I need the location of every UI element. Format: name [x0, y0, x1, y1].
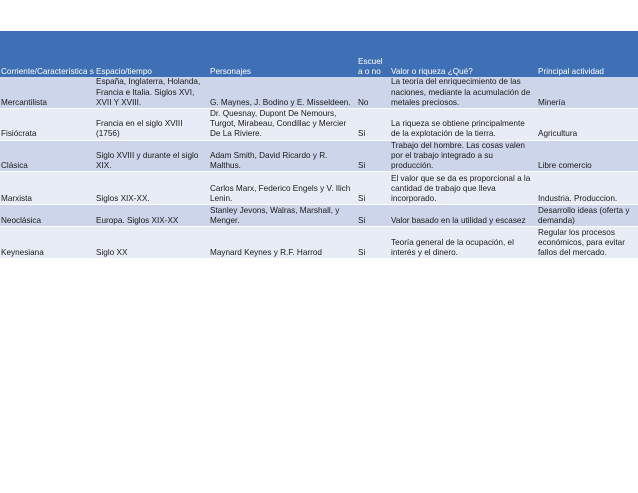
cell-personajes: Adam Smith, David Ricardo y R. Malthus. [209, 140, 357, 172]
cell-escuela: Si [357, 172, 390, 205]
cell-actividad: Libre comercio [537, 140, 638, 172]
cell-espacio: Siglo XX [95, 227, 209, 259]
header-corriente: Corriente/Característica s [0, 31, 95, 77]
cell-personajes: Maynard Keynes y R.F. Harrod [209, 227, 357, 259]
header-personajes: Personajes [209, 31, 357, 77]
cell-espacio: Francia en el siglo XVIII (1756) [95, 109, 209, 141]
table-row [0, 77, 638, 109]
cell-valor: El valor que se da es proporcional a la cantidad de trabajo que lleva incorporado. [390, 172, 537, 205]
cell-personajes: G. Maynes, J. Bodino y E. Misseldeen. [209, 77, 357, 109]
cell-escuela: Si [357, 140, 390, 172]
cell-escuela: No [357, 77, 390, 109]
cell-actividad: Minería [537, 77, 638, 109]
cell-espacio: Siglos XIX-XX. [95, 172, 209, 205]
cell-valor: Valor basado en la utilidad y escasez [390, 205, 537, 227]
cell-corriente: Keynesiana [0, 227, 95, 259]
header-espacio: Espacio/tiempo [95, 31, 209, 77]
cell-espacio: Siglo XVIII y durante el siglo XIX. [95, 140, 209, 172]
table-row [0, 140, 638, 172]
table-row [0, 172, 638, 205]
header-actividad: Principal actividad [537, 31, 638, 77]
cell-corriente: Clásica [0, 140, 95, 172]
cell-espacio: Europa. Siglos XIX-XX [95, 205, 209, 227]
cell-actividad: Industria. Produccion. [537, 172, 638, 205]
corrientes-table [0, 31, 638, 259]
cell-valor: La teoría del enriquecimiento de las naciones, mediante la acumulación de metales preciosos. [390, 77, 537, 109]
cell-escuela: Si [357, 109, 390, 141]
cell-corriente: Fisiócrata [0, 109, 95, 141]
header-escuela: Escuel a o no [357, 31, 390, 77]
cell-corriente: Mercantilista [0, 77, 95, 109]
table-row [0, 109, 638, 141]
cell-personajes: Dr. Quesnay, Dupont De Nemours, Turgot, Mirabeau, Condillac y Mercier De La Riviere. [209, 109, 357, 141]
header-valor: Valor o riqueza ¿Qué? [390, 31, 537, 77]
cell-actividad: Desarrollo ideas (oferta y demanda) [537, 205, 638, 227]
table-row [0, 205, 638, 227]
header-row [0, 31, 638, 77]
cell-corriente: Marxista [0, 172, 95, 205]
cell-actividad: Regular los procesos económicos, para evitar fallos del mercado. [537, 227, 638, 259]
cell-personajes: Carlos Marx, Federico Engels y V. Ilich Lenin. [209, 172, 357, 205]
cell-personajes: Stanley Jevons, Walras, Marshall, y Menger. [209, 205, 357, 227]
cell-valor: Trabajo del hombre. Las cosas valen por el trabajo integrado a su producción. [390, 140, 537, 172]
cell-escuela: Si [357, 205, 390, 227]
cell-valor: Teoría general de la ocupación, el interés y el dinero. [390, 227, 537, 259]
cell-corriente: Neoclásica [0, 205, 95, 227]
cell-actividad: Agricultura [537, 109, 638, 141]
cell-escuela: Si [357, 227, 390, 259]
cell-valor: La riqueza se obtiene principalmente de la explotación de la tierra. [390, 109, 537, 141]
table-row [0, 227, 638, 259]
cell-espacio: España, Inglaterra, Holanda, Francia e Italia. Siglos XVI, XVII Y XVIII. [95, 77, 209, 109]
